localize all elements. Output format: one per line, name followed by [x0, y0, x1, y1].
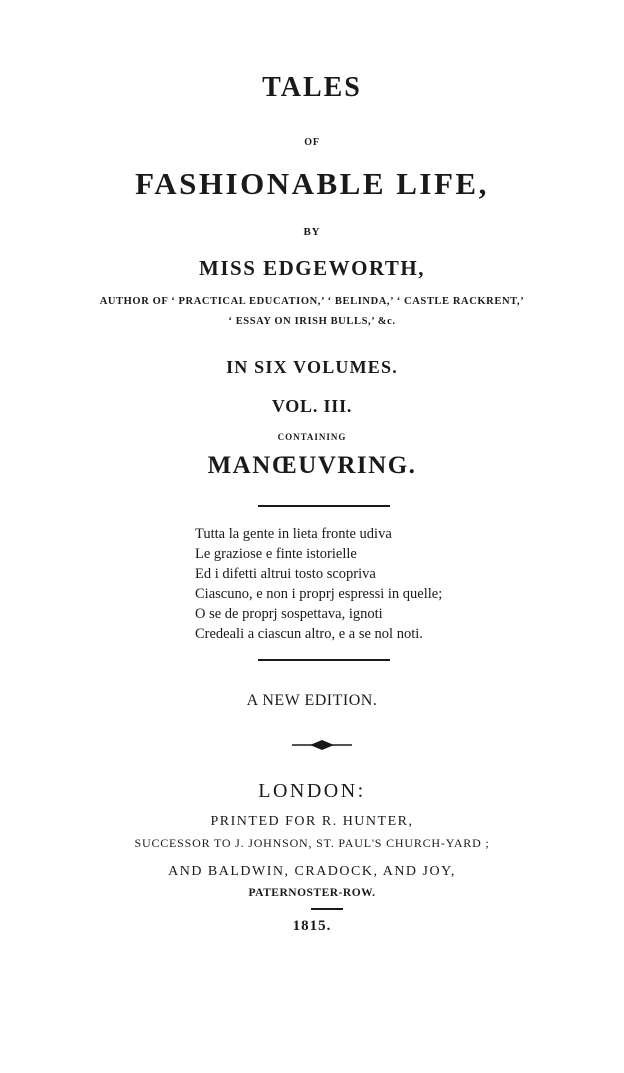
- epigraph-line: O se de proprj sospettava, ignoti: [195, 606, 383, 622]
- epigraph: [195, 524, 442, 644]
- volumes-statement: IN SIX VOLUMES.: [226, 357, 398, 377]
- title-line-fashionable-life: FASHIONABLE LIFE,: [135, 166, 489, 201]
- ornament-icon: [290, 738, 354, 752]
- epigraph-line: Ciascuno, e non i proprj espressi in quelle;: [195, 586, 443, 602]
- imprint-year: 1815.: [292, 918, 332, 934]
- imprint-publishers: AND BALDWIN, CRADOCK, AND JOY,: [168, 864, 456, 879]
- containing-label: CONTAINING: [277, 432, 347, 442]
- divider-rule-top: [258, 505, 390, 507]
- title-line-tales: TALES: [262, 72, 362, 103]
- imprint-printer: PRINTED FOR R. HUNTER,: [210, 814, 414, 829]
- title-line-of: OF: [304, 137, 320, 148]
- epigraph-line: Ed i difetti altrui tosto scopriva: [195, 566, 376, 582]
- imprint-successor: SUCCESSOR TO J. JOHNSON, ST. PAUL'S CHURCH-YARD ;: [134, 836, 490, 850]
- edition-statement: A NEW EDITION.: [246, 692, 378, 709]
- imprint-address: PATERNOSTER-ROW.: [248, 887, 376, 899]
- divider-rule-bottom: [258, 659, 390, 661]
- epigraph-line: Le graziose e finte istorielle: [195, 546, 357, 562]
- volume-number: VOL. III.: [271, 396, 353, 416]
- author-credits-line-1: AUTHOR OF ‘ PRACTICAL EDUCATION,’ ‘ BELINDA,’ ‘ CASTLE RACKRENT,’: [99, 296, 525, 307]
- by-line: BY: [303, 226, 321, 238]
- work-title: MANŒUVRING.: [207, 452, 417, 479]
- divider-rule-year: [311, 908, 343, 910]
- author-credits-line-2: ‘ ESSAY ON IRISH BULLS,’ &c.: [228, 316, 396, 327]
- epigraph-line: Credeali a ciascun altro, e a se nol noti.: [195, 626, 423, 642]
- imprint-city: LONDON:: [258, 780, 366, 802]
- author-name: MISS EDGEWORTH,: [199, 256, 425, 280]
- epigraph-line: Tutta la gente in lieta fronte udiva: [195, 526, 392, 542]
